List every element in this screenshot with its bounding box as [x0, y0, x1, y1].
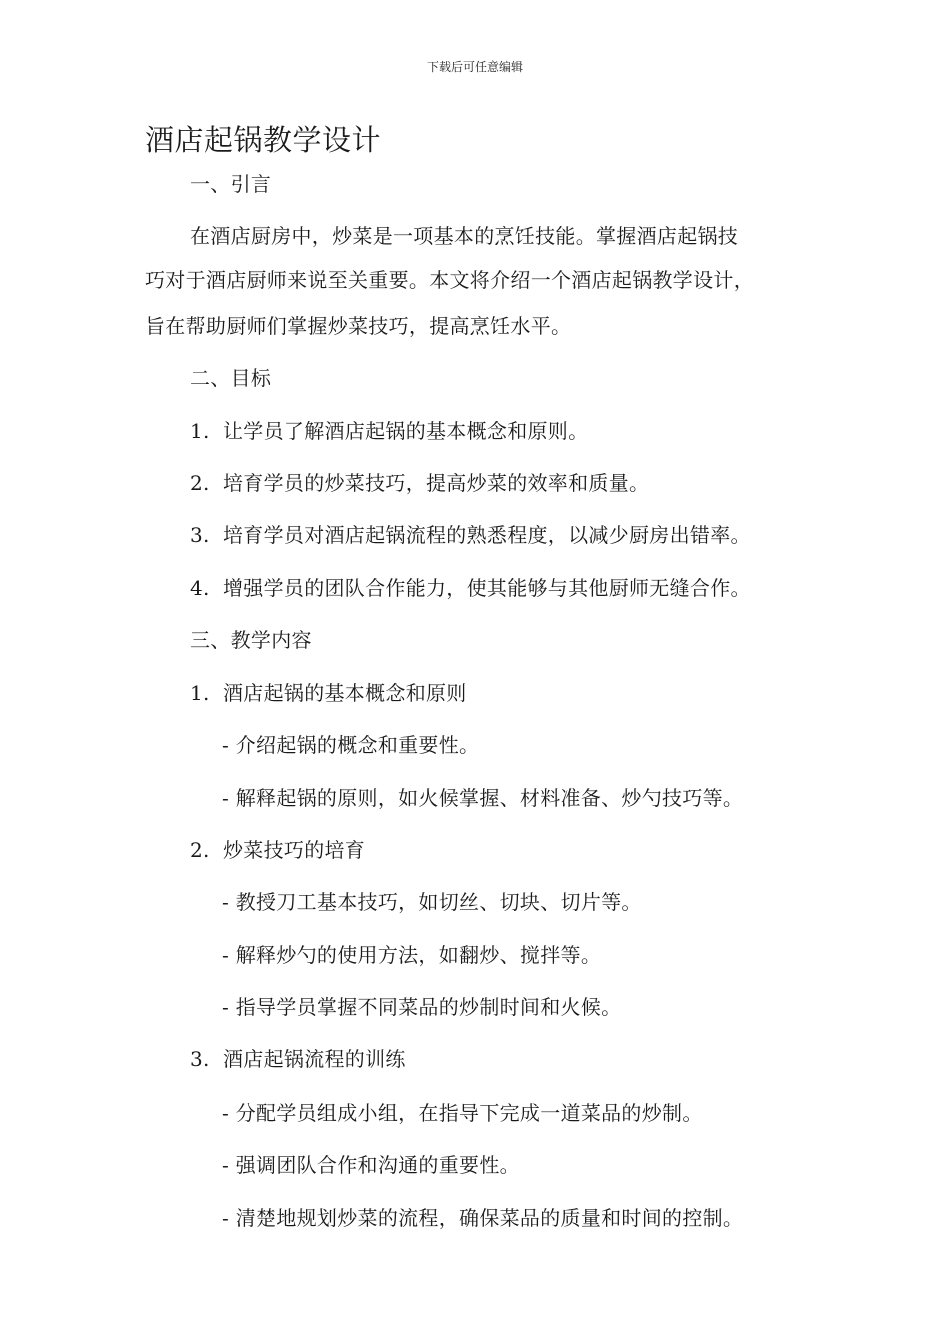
goal-text: 培育学员对酒店起锅流程的熟悉程度，以减少厨房出错率。 [223, 523, 751, 547]
content-subitem: - 介绍起锅的概念和重要性。 [222, 733, 480, 757]
intro-paragraph-line: 在酒店厨房中，炒菜是一项基本的烹饪技能。掌握酒店起锅技 [190, 224, 739, 248]
section-heading-goals: 二、目标 [190, 366, 272, 390]
document-title: 酒店起锅教学设计 [145, 123, 382, 157]
goal-text: 培育学员的炒菜技巧，提高炒菜的效率和质量。 [223, 471, 650, 495]
content-subitem: - 清楚地规划炒菜的流程，确保菜品的质量和时间的控制。 [222, 1206, 744, 1230]
content-number: 1. [190, 681, 210, 705]
content-subitem: - 强调团队合作和沟通的重要性。 [222, 1153, 520, 1177]
goal-item [190, 525, 751, 545]
intro-paragraph-line: 巧对于酒店厨师来说至关重要。本文将介绍一个酒店起锅教学设计， [145, 268, 754, 292]
content-subitem: - 分配学员组成小组，在指导下完成一道菜品的炒制。 [222, 1101, 703, 1125]
content-subitem: - 解释炒勺的使用方法，如翻炒、搅拌等。 [222, 943, 602, 967]
goal-item [190, 473, 649, 493]
content-text: 酒店起锅的基本概念和原则 [223, 681, 467, 705]
content-subitem: - 教授刀工基本技巧，如切丝、切块、切片等。 [222, 890, 642, 914]
content-item [190, 683, 467, 703]
goal-number: 3. [190, 523, 210, 547]
intro-paragraph-line: 旨在帮助厨师们掌握炒菜技巧，提高烹饪水平。 [145, 314, 572, 338]
content-subitem: - 解释起锅的原则，如火候掌握、材料准备、炒勺技巧等。 [222, 786, 744, 810]
goal-number: 1. [190, 419, 210, 443]
content-number: 3. [190, 1047, 210, 1071]
goal-number: 4. [190, 576, 210, 600]
content-text: 酒店起锅流程的训练 [223, 1047, 406, 1071]
content-item [190, 840, 365, 860]
header-note: 下载后可任意编辑 [426, 60, 523, 74]
content-text: 炒菜技巧的培育 [223, 838, 366, 862]
goal-number: 2. [190, 471, 210, 495]
goal-item [190, 578, 751, 598]
content-item [190, 1049, 406, 1069]
goal-text: 增强学员的团队合作能力，使其能够与其他厨师无缝合作。 [223, 576, 751, 600]
content-subitem: - 指导学员掌握不同菜品的炒制时间和火候。 [222, 995, 622, 1019]
section-heading-content: 三、教学内容 [190, 628, 312, 652]
goal-text: 让学员了解酒店起锅的基本概念和原则。 [223, 419, 589, 443]
goal-item [190, 421, 588, 441]
content-number: 2. [190, 838, 210, 862]
section-heading-intro: 一、引言 [190, 172, 272, 196]
